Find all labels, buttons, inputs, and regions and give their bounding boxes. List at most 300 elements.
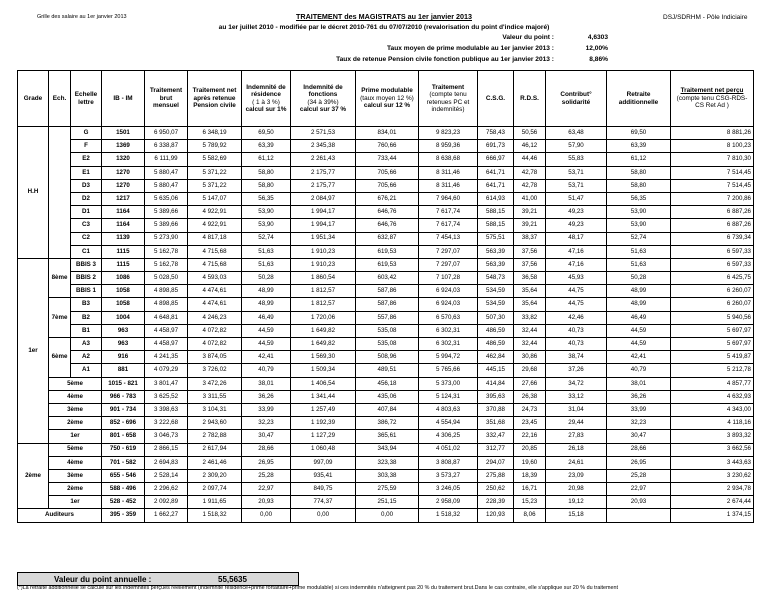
value-cell: 4 817,18 — [188, 232, 242, 245]
value-cell: 7 297,07 — [419, 245, 478, 258]
value-cell: 53,90 — [242, 219, 291, 232]
value-cell: 33,99 — [607, 403, 671, 416]
value-cell: 32,23 — [242, 417, 291, 430]
value-cell: 3 398,63 — [145, 403, 188, 416]
value-cell: 6 739,34 — [671, 232, 754, 245]
echelle-cell: C3 — [71, 219, 102, 232]
value-cell: 15,18 — [546, 509, 607, 522]
value-cell: 26,95 — [607, 456, 671, 469]
value-cell: 45,93 — [546, 272, 607, 285]
value-cell: 2 943,60 — [188, 417, 242, 430]
value-cell: 587,86 — [356, 298, 419, 311]
value-cell: 691,73 — [478, 140, 514, 153]
echelle-cell: A1 — [71, 364, 102, 377]
value-cell: 32,44 — [514, 338, 546, 351]
table-row — [18, 338, 754, 351]
value-cell: 588,15 — [478, 219, 514, 232]
echelon-cell: 1er — [49, 496, 102, 509]
value-cell: 251,15 — [356, 496, 419, 509]
value-cell: 26,38 — [514, 390, 546, 403]
value-cell: 8 311,46 — [419, 179, 478, 192]
value-cell: 641,71 — [478, 179, 514, 192]
value-cell: 535,08 — [356, 324, 419, 337]
ib-im-cell: 963 — [102, 338, 145, 351]
value-cell: 4 118,16 — [671, 417, 754, 430]
table-row — [18, 232, 754, 245]
value-cell: 25,28 — [242, 469, 291, 482]
value-cell: 4 079,29 — [145, 364, 188, 377]
value-cell: 4 474,61 — [188, 298, 242, 311]
value-cell: 3 311,55 — [188, 390, 242, 403]
value-cell: 5 789,92 — [188, 140, 242, 153]
value-cell: 486,59 — [478, 338, 514, 351]
value-cell: 1 812,57 — [291, 298, 356, 311]
value-cell: 6 260,07 — [671, 298, 754, 311]
value-cell: 1 649,82 — [291, 338, 356, 351]
value-cell: 37,56 — [514, 258, 546, 271]
ib-im-cell: 1115 — [102, 258, 145, 271]
echelle-cell: B3 — [71, 298, 102, 311]
value-cell: 834,01 — [356, 127, 419, 140]
value-cell: 0,00 — [291, 509, 356, 522]
value-cell: 52,74 — [242, 232, 291, 245]
value-cell: 7 617,74 — [419, 206, 478, 219]
value-cell: 7 514,45 — [671, 179, 754, 192]
echelle-cell: G — [71, 127, 102, 140]
value-cell: 53,71 — [546, 179, 607, 192]
value-cell: 4 857,77 — [671, 377, 754, 390]
ib-im-cell: 588 - 496 — [102, 483, 145, 496]
value-cell: 4 474,61 — [188, 285, 242, 298]
value-cell: 5 373,00 — [419, 377, 478, 390]
value-cell: 5 273,90 — [145, 232, 188, 245]
ib-im-cell: 1058 — [102, 285, 145, 298]
echelle-cell: E2 — [71, 153, 102, 166]
value-cell: 462,84 — [478, 351, 514, 364]
value-cell: 47,16 — [546, 245, 607, 258]
value-cell: 36,26 — [607, 390, 671, 403]
value-cell: 4 922,91 — [188, 206, 242, 219]
value-cell: 1 257,49 — [291, 403, 356, 416]
grade-cell: 1er — [18, 258, 49, 443]
value-cell: 1 341,44 — [291, 390, 356, 403]
table-row — [18, 285, 754, 298]
value-cell: 120,93 — [478, 509, 514, 522]
value-cell: 25,28 — [607, 469, 671, 482]
table-row — [18, 430, 754, 443]
value-cell: 35,64 — [514, 298, 546, 311]
echelle-cell: B1 — [71, 324, 102, 337]
table-row — [18, 311, 754, 324]
value-cell: 18,39 — [514, 469, 546, 482]
value-cell: 395,63 — [478, 390, 514, 403]
value-cell: 58,80 — [607, 179, 671, 192]
value-cell: 4 306,25 — [419, 430, 478, 443]
value-cell: 1 374,15 — [671, 509, 754, 522]
value-cell: 4 648,81 — [145, 311, 188, 324]
salary-table-body — [18, 127, 754, 523]
col-rds: R.D.S. — [514, 71, 546, 127]
value-cell: 2 175,77 — [291, 179, 356, 192]
value-cell: 53,90 — [607, 206, 671, 219]
value-cell: 705,66 — [356, 166, 419, 179]
echelle-cell: D2 — [71, 192, 102, 205]
footnote: (*)La retraite additionnelle se calcule sur les indemnités perçues réellement (indemnité résidence+prime fortaitaire+prime modulable) si ces indemnités n'atteignent pas 20 % du traitement brut.Dans le cas contraire, elle s'applique sur 20 % du traitement — [17, 585, 619, 591]
col-net-percu-main: Traitement net perçu — [680, 87, 744, 95]
value-cell: 5 371,22 — [188, 179, 242, 192]
ib-im-cell: 528 - 452 — [102, 496, 145, 509]
table-row — [18, 324, 754, 337]
value-cell: 48,99 — [607, 298, 671, 311]
value-cell: 275,88 — [478, 469, 514, 482]
value-cell: 548,73 — [478, 272, 514, 285]
value-cell: 51,63 — [607, 258, 671, 271]
department-label: DSJ/SDRHM - Pôle Indiciaire — [663, 14, 748, 21]
value-cell: 23,09 — [546, 469, 607, 482]
col-csg: C.S.G. — [478, 71, 514, 127]
value-cell: 6 348,19 — [188, 127, 242, 140]
value-cell: 997,09 — [291, 456, 356, 469]
value-cell: 4 554,94 — [419, 417, 478, 430]
value-cell: 24,61 — [546, 456, 607, 469]
value-cell: 22,97 — [607, 483, 671, 496]
value-cell: 1 911,65 — [188, 496, 242, 509]
value-cell: 563,39 — [478, 258, 514, 271]
value-cell: 20,98 — [546, 483, 607, 496]
value-cell: 4 593,03 — [188, 272, 242, 285]
table-header-row — [18, 71, 754, 127]
value-cell: 7 964,60 — [419, 192, 478, 205]
value-cell: 33,12 — [546, 390, 607, 403]
value-cell: 69,50 — [607, 127, 671, 140]
value-cell: 38,74 — [546, 351, 607, 364]
value-cell: 53,90 — [242, 206, 291, 219]
ib-im-cell: 901 - 734 — [102, 403, 145, 416]
value-cell: 294,07 — [478, 456, 514, 469]
value-cell: 38,01 — [607, 377, 671, 390]
table-row — [18, 206, 754, 219]
value-cell: 51,63 — [242, 245, 291, 258]
col-net-sub: Pension civile — [193, 102, 236, 110]
value-cell: 36,26 — [242, 390, 291, 403]
value-cell: 58,80 — [242, 166, 291, 179]
value-cell: 3 662,56 — [671, 443, 754, 456]
value-cell: 63,39 — [242, 140, 291, 153]
value-cell: 28,66 — [242, 443, 291, 456]
value-cell: 5 147,07 — [188, 192, 242, 205]
value-cell: 8 638,68 — [419, 153, 478, 166]
ib-im-cell: 1004 — [102, 311, 145, 324]
value-cell: 44,75 — [546, 298, 607, 311]
col-traitement-main: Traitement — [431, 83, 465, 91]
value-cell: 3 230,62 — [671, 469, 754, 482]
value-cell: 46,12 — [514, 140, 546, 153]
ib-im-cell: 801 - 658 — [102, 430, 145, 443]
page-subtitle: au 1er juillet 2010 - modifiée par le décret 2010-761 du 07/07/2010 (revalorisation du point d'indice majoré) — [218, 24, 550, 31]
value-cell: 40,73 — [546, 324, 607, 337]
value-cell: 507,30 — [478, 311, 514, 324]
value-cell: 40,73 — [546, 338, 607, 351]
value-cell: 63,48 — [546, 127, 607, 140]
table-row — [18, 496, 754, 509]
pension-rate-row — [300, 56, 608, 63]
value-cell: 3 573,27 — [419, 469, 478, 482]
value-cell: 3 874,05 — [188, 351, 242, 364]
value-cell: 2 617,94 — [188, 443, 242, 456]
value-cell: 5 419,87 — [671, 351, 754, 364]
point-value-row — [300, 34, 608, 41]
ib-im-cell: 1217 — [102, 192, 145, 205]
value-cell: 46,49 — [242, 311, 291, 324]
value-cell: 22,16 — [514, 430, 546, 443]
value-cell: 16,71 — [514, 483, 546, 496]
ib-im-cell: 963 — [102, 324, 145, 337]
value-cell: 5 697,97 — [671, 338, 754, 351]
value-cell: 275,59 — [356, 483, 419, 496]
value-cell: 323,38 — [356, 456, 419, 469]
echelon-cell: 2ème — [49, 417, 102, 430]
value-cell: 49,23 — [546, 219, 607, 232]
ib-im-cell: 1501 — [102, 127, 145, 140]
value-cell: 19,12 — [546, 496, 607, 509]
echelon-cell: 5ème — [49, 443, 102, 456]
value-cell: 228,39 — [478, 496, 514, 509]
value-cell: 456,18 — [356, 377, 419, 390]
value-cell: 2 694,83 — [145, 456, 188, 469]
value-cell: 6 111,99 — [145, 153, 188, 166]
echelle-cell: BBIS 2 — [71, 272, 102, 285]
salary-table — [17, 70, 754, 523]
value-cell: 44,59 — [607, 324, 671, 337]
value-cell: 1 951,34 — [291, 232, 356, 245]
echelon-cell: 1er — [49, 430, 102, 443]
value-cell: 20,93 — [242, 496, 291, 509]
echelon-cell: 3ème — [49, 403, 102, 416]
table-row — [18, 272, 754, 285]
ech-cell: 6ème — [49, 338, 71, 378]
echelon-cell: 5ème — [49, 377, 102, 390]
ib-im-cell: 1270 — [102, 179, 145, 192]
value-cell: 332,47 — [478, 430, 514, 443]
value-cell: 5 162,78 — [145, 258, 188, 271]
table-row — [18, 153, 754, 166]
col-prime — [356, 71, 419, 127]
value-cell: 35,64 — [514, 285, 546, 298]
echelle-cell: D3 — [71, 179, 102, 192]
echelle-cell: BBIS 1 — [71, 285, 102, 298]
value-cell: 47,16 — [546, 258, 607, 271]
value-cell: 0,00 — [356, 509, 419, 522]
col-contribution: Contribut° solidarité — [546, 71, 607, 127]
value-cell: 51,63 — [607, 245, 671, 258]
value-cell: 33,99 — [242, 403, 291, 416]
col-prime-main: Prime modulable — [361, 87, 413, 95]
value-cell: 1 994,17 — [291, 219, 356, 232]
value-cell: 19,60 — [514, 456, 546, 469]
table-row — [18, 403, 754, 416]
value-cell: 32,23 — [607, 417, 671, 430]
table-row — [18, 390, 754, 403]
value-cell: 38,01 — [242, 377, 291, 390]
value-cell: 588,15 — [478, 206, 514, 219]
table-row — [18, 166, 754, 179]
value-cell: 312,77 — [478, 443, 514, 456]
ib-im-cell: 701 - 582 — [102, 456, 145, 469]
value-cell: 5 880,47 — [145, 179, 188, 192]
ib-im-cell: 1086 — [102, 272, 145, 285]
value-cell: 370,88 — [478, 403, 514, 416]
value-cell: 508,96 — [356, 351, 419, 364]
value-cell: 2 261,43 — [291, 153, 356, 166]
ib-im-cell: 966 - 783 — [102, 390, 145, 403]
col-fonctions-sub: calcul sur 37 % — [299, 105, 347, 113]
value-cell: 7 617,74 — [419, 219, 478, 232]
value-cell: 1 060,48 — [291, 443, 356, 456]
value-cell: 535,08 — [356, 338, 419, 351]
value-cell: 1 406,54 — [291, 377, 356, 390]
value-cell: 3 808,87 — [419, 456, 478, 469]
value-cell: 619,53 — [356, 258, 419, 271]
value-cell: 2 674,44 — [671, 496, 754, 509]
value-cell: 37,56 — [514, 245, 546, 258]
col-prime-pct: (taux moyen 12 %) — [360, 94, 414, 102]
value-cell: 4 715,68 — [188, 258, 242, 271]
value-cell: 7 810,30 — [671, 153, 754, 166]
ib-im-cell: 1320 — [102, 153, 145, 166]
value-cell: 563,39 — [478, 245, 514, 258]
value-cell: 557,86 — [356, 311, 419, 324]
value-cell: 619,53 — [356, 245, 419, 258]
table-row — [18, 417, 754, 430]
value-cell: 4 072,82 — [188, 324, 242, 337]
ech-cell — [49, 127, 71, 259]
value-cell: 26,18 — [546, 443, 607, 456]
table-row — [18, 456, 754, 469]
ib-im-cell: 852 - 696 — [102, 417, 145, 430]
value-cell: 4 241,35 — [145, 351, 188, 364]
grade-cell: Auditeurs — [18, 509, 102, 522]
ib-im-cell: 1139 — [102, 232, 145, 245]
value-cell: 50,28 — [607, 272, 671, 285]
col-ech: Ech. — [49, 71, 71, 127]
col-net-main: Traitement net après retenue — [192, 87, 237, 102]
value-cell: 63,39 — [607, 140, 671, 153]
value-cell: 5 162,78 — [145, 245, 188, 258]
value-cell: 53,71 — [546, 166, 607, 179]
value-cell: 61,12 — [607, 153, 671, 166]
table-row — [18, 364, 754, 377]
echelle-cell: F — [71, 140, 102, 153]
value-cell: 51,63 — [242, 258, 291, 271]
value-cell: 5 028,50 — [145, 272, 188, 285]
value-cell: 42,41 — [242, 351, 291, 364]
value-cell: 303,38 — [356, 469, 419, 482]
value-cell: 666,97 — [478, 153, 514, 166]
table-row — [18, 179, 754, 192]
value-cell: 56,35 — [242, 192, 291, 205]
value-cell: 42,46 — [546, 311, 607, 324]
value-cell: 3 893,32 — [671, 430, 754, 443]
value-cell: 39,21 — [514, 206, 546, 219]
pension-rate-value: 8,86% — [589, 56, 608, 63]
echelle-cell: D1 — [71, 206, 102, 219]
value-cell: 758,43 — [478, 127, 514, 140]
value-cell: 41,00 — [514, 192, 546, 205]
value-cell: 50,56 — [514, 127, 546, 140]
table-row — [18, 443, 754, 456]
value-cell: 24,73 — [514, 403, 546, 416]
value-cell: 7 107,28 — [419, 272, 478, 285]
value-cell: 23,45 — [514, 417, 546, 430]
col-residence — [242, 71, 291, 127]
value-cell: 28,66 — [607, 443, 671, 456]
table-row — [18, 192, 754, 205]
value-cell: 36,58 — [514, 272, 546, 285]
value-cell: 2 528,14 — [145, 469, 188, 482]
value-cell: 44,59 — [242, 324, 291, 337]
value-cell: 3 625,52 — [145, 390, 188, 403]
value-cell: 5 389,66 — [145, 219, 188, 232]
value-cell: 489,51 — [356, 364, 419, 377]
value-cell: 365,61 — [356, 430, 419, 443]
value-cell: 6 338,87 — [145, 140, 188, 153]
value-cell: 56,35 — [607, 192, 671, 205]
echelon-cell: 2ème — [49, 483, 102, 496]
col-fonctions-pct: (34 à 39%) — [307, 98, 339, 106]
value-cell: 6 950,07 — [145, 127, 188, 140]
value-cell: 6 425,75 — [671, 272, 754, 285]
value-cell: 0,00 — [242, 509, 291, 522]
value-cell: 1 518,32 — [188, 509, 242, 522]
table-row — [18, 351, 754, 364]
value-cell: 1 569,30 — [291, 351, 356, 364]
value-cell: 5 124,31 — [419, 390, 478, 403]
value-cell: 534,59 — [478, 298, 514, 311]
col-residence-sub: calcul sur 1% — [245, 105, 287, 113]
value-cell: 8,06 — [514, 509, 546, 522]
value-cell: 760,66 — [356, 140, 419, 153]
ib-im-cell: 881 — [102, 364, 145, 377]
grade-cell: H.H — [18, 127, 49, 259]
value-cell: 8 311,46 — [419, 166, 478, 179]
value-cell: 42,78 — [514, 179, 546, 192]
value-cell: 1 812,57 — [291, 285, 356, 298]
prime-rate-value: 12,00% — [585, 45, 608, 52]
value-cell: 4 803,63 — [419, 403, 478, 416]
value-cell: 774,37 — [291, 496, 356, 509]
echelle-cell: E1 — [71, 166, 102, 179]
ib-im-cell: 395 - 359 — [102, 509, 145, 522]
value-cell: 32,44 — [514, 324, 546, 337]
col-prime-sub: calcul sur 12 % — [363, 102, 411, 110]
value-cell: 55,83 — [546, 153, 607, 166]
value-cell: 5 389,66 — [145, 206, 188, 219]
value-cell: 2 866,15 — [145, 443, 188, 456]
value-cell: 20,93 — [607, 496, 671, 509]
value-cell: 646,76 — [356, 206, 419, 219]
table-row — [18, 219, 754, 232]
value-cell: 50,28 — [242, 272, 291, 285]
value-cell: 69,50 — [242, 127, 291, 140]
value-cell: 7 297,07 — [419, 258, 478, 271]
value-cell: 58,80 — [607, 166, 671, 179]
value-cell: 4 246,23 — [188, 311, 242, 324]
ib-im-cell: 1270 — [102, 166, 145, 179]
table-row — [18, 509, 754, 522]
value-cell: 52,74 — [607, 232, 671, 245]
value-cell: 58,80 — [242, 179, 291, 192]
value-cell: 6 887,26 — [671, 219, 754, 232]
